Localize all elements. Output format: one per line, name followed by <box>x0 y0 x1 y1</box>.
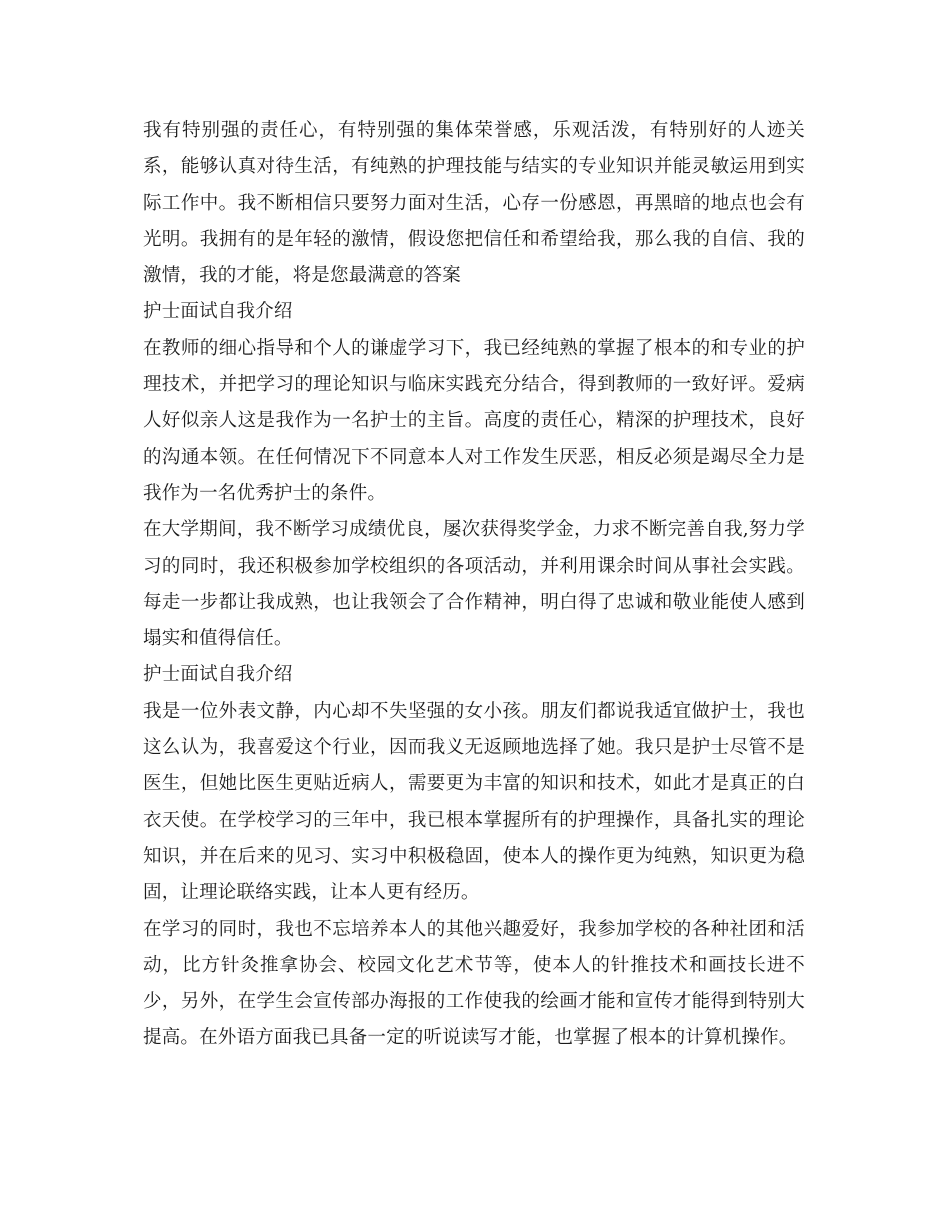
paragraph-self-description: 我有特别强的责任心，有特别强的集体荣誉感，乐观活泼，有特别好的人迹关系，能够认真对待生活，有纯熟的护理技能与结实的专业知识并能灵敏运用到实际工作中。我不断相信只要努力面对生活，心存一份感恩，再黑暗的地点也会有光明。我拥有的是年轻的激情，假设您把信任和希望给我，那么我的自信、我的激情，我的才能，将是您最满意的答案 <box>143 120 805 287</box>
paragraph-hobbies-and-abilities: 在学习的同时，我也不忘培养本人的其他兴趣爱好，我参加学校的各种社团和活动，比方针灸推拿协会、校园文化艺术节等，使本人的针推技术和画技长进不少，另外，在学生会宣传部办海报的工作使我的绘画才能和宣传才能得到特别大提高。在外语方面我已具备一定的听说读写才能，也掌握了根本的计算机操作。 <box>143 918 805 1049</box>
section-heading-nurse-intro: 护士面试自我介绍 <box>143 301 293 323</box>
paragraph-nursing-skills: 在教师的细心指导和个人的谦虚学习下，我已经纯熟的掌握了根本的和专业的护理技术，并把学习的理论知识与临床实践充分结合，得到教师的一致好评。爱病人好似亲人这是我作为一名护士的主旨。高度的责任心，精深的护理技术，良好的沟通本领。在任何情况下不同意本人对工作发生厌恶，相反必须是竭尽全力是我作为一名优秀护士的条件。 <box>143 337 805 504</box>
paragraph-personal-background: 我是一位外表文静，内心却不失坚强的女小孩。朋友们都说我适宜做护士，我也这么认为，我喜爱这个行业，因而我义无返顾地选择了她。我只是护士尽管不是医生，但她比医生更贴近病人，需要更为丰富的知识和技术，如此才是真正的白衣天使。在学校学习的三年中，我已根本掌握所有的护理操作，具备扎实的理论知识，并在后来的见习、实习中积极稳固，使本人的操作更为纯熟，知识更为稳固，让理论联络实践，让本人更有经历。 <box>143 700 805 904</box>
section-heading-nurse-intro: 护士面试自我介绍 <box>143 664 293 686</box>
paragraph-university-period: 在大学期间，我不断学习成绩优良，屡次获得奖学金，力求不断完善自我,努力学习的同时，我还积极参加学校组织的各项活动，并利用课余时间从事社会实践。每走一步都让我成熟，也让我领会了合作精神，明白得了忠诚和敬业能使人感到塌实和值得信任。 <box>143 519 805 650</box>
document-body <box>143 113 805 1057</box>
